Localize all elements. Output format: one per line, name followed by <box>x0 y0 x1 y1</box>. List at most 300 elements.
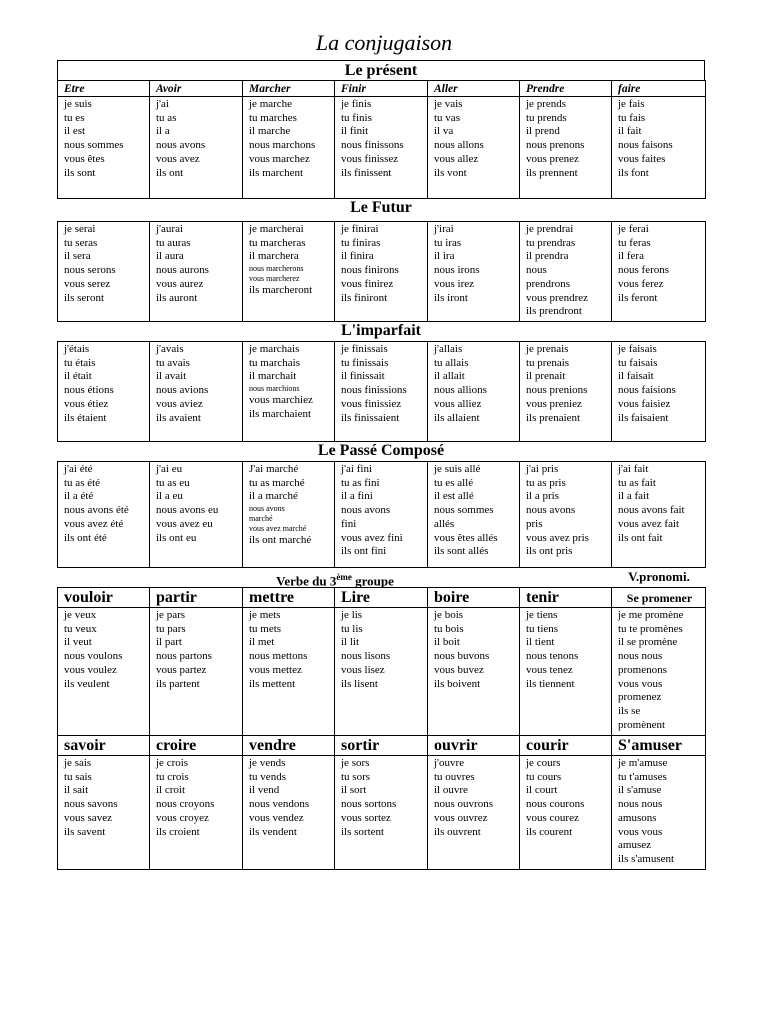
conjugation-line: vous ouvrez <box>434 811 488 824</box>
conjugation-line: ils ont pris <box>526 545 573 558</box>
conjugation-line: tu as <box>156 111 177 124</box>
conjugation-cell <box>428 462 520 568</box>
conjugation-line: il aura <box>156 250 184 263</box>
conjugation-line: vous prenez <box>526 152 579 165</box>
conjugation-line: vous avez fait <box>618 517 680 530</box>
conjugation-line: nous finissions <box>341 384 407 397</box>
conjugation-line: vous marcherez <box>249 274 300 284</box>
conjugation-line: tu auras <box>156 236 191 249</box>
conjugation-line: il est allé <box>434 490 474 503</box>
conjugation-line: tu sors <box>341 770 371 783</box>
conjugation-line: tu allais <box>434 356 469 369</box>
conjugation-line: ils lisent <box>341 677 378 690</box>
conjugation-cell <box>335 462 428 568</box>
conjugation-line: ils vendent <box>249 825 297 838</box>
conjugation-line: vous avez eu <box>156 517 213 530</box>
conjugation-cell <box>335 222 428 322</box>
verb-header: Marcher <box>243 81 335 97</box>
conjugation-line: ils étaient <box>64 411 107 424</box>
conjugation-line: ils seront <box>64 291 105 304</box>
conjugation-line: ils courent <box>526 825 573 838</box>
third-group-bar <box>57 567 705 587</box>
conjugation-line: nous allions <box>434 384 487 397</box>
conjugation-line: il vend <box>249 784 280 797</box>
conjugation-line: nous finirons <box>341 264 399 277</box>
conjugation-line: tu es allé <box>434 476 474 489</box>
conjugation-line: vous vous <box>618 825 663 838</box>
conjugation-line: ils se <box>618 704 641 717</box>
conjugation-line: j'avais <box>156 343 184 355</box>
conjugation-line: nous courons <box>526 798 585 811</box>
conjugation-line: il sera <box>64 250 91 263</box>
conjugation-line: il court <box>526 784 558 797</box>
conjugation-line: tu veux <box>64 622 97 635</box>
conjugation-line: j'étais <box>64 343 90 355</box>
conjugation-line: je pars <box>156 609 186 621</box>
conjugation-cell <box>428 222 520 322</box>
conjugation-line: nous sommes <box>434 504 494 517</box>
conjugation-row <box>58 222 706 322</box>
conjugation-row <box>58 462 706 568</box>
conjugation-line: tu as pris <box>526 476 566 489</box>
verb-header: faire <box>612 81 706 97</box>
conjugation-cell <box>520 462 612 568</box>
conjugation-line: je prendrai <box>526 223 574 235</box>
conjugation-line: nous allons <box>434 139 484 152</box>
conjugation-line: vous avez été <box>64 517 124 530</box>
conjugation-line: tu prends <box>526 111 567 124</box>
conjugation-row <box>58 97 706 199</box>
conjugation-line: tu sais <box>64 770 92 783</box>
conjugation-line: nous prenons <box>526 139 585 152</box>
conjugation-line: ils ont eu <box>156 531 197 544</box>
conjugation-line: il prendra <box>526 250 569 263</box>
conjugation-cell <box>428 756 520 870</box>
conjugation-line: nous sortons <box>341 798 397 811</box>
conjugation-cell <box>243 97 335 199</box>
section-title-imparfait: L'imparfait <box>341 322 421 339</box>
conjugation-line: J'ai marché <box>249 463 299 475</box>
conjugation-line: vous vendez <box>249 811 304 824</box>
conjugation-line: tu ouvres <box>434 770 475 783</box>
conjugation-cell <box>335 608 428 736</box>
conjugation-cell <box>428 342 520 442</box>
conjugation-cell <box>150 342 243 442</box>
conjugation-line: tu lis <box>341 622 363 635</box>
conjugation-line: je bois <box>434 609 464 621</box>
conjugation-line: amusons <box>618 811 657 824</box>
verb-header: mettre <box>243 588 335 608</box>
third-group-title-prefix: Verbe du 3 <box>276 573 337 589</box>
section-title-passe-compose: Le Passé Composé <box>317 442 445 459</box>
conjugation-cell <box>58 222 150 322</box>
conjugation-cell <box>520 342 612 442</box>
conjugation-line: tu tiens <box>526 622 559 635</box>
conjugation-line: vous finissez <box>341 152 399 165</box>
conjugation-line: vous preniez <box>526 397 582 410</box>
conjugation-line: vous buvez <box>434 663 484 676</box>
conjugation-line: tu cours <box>526 770 562 783</box>
conjugation-line: ils s'amusent <box>618 852 675 865</box>
conjugation-line: ils font <box>618 166 649 179</box>
conjugation-cell <box>520 608 612 736</box>
conjugation-line: il marche <box>249 125 291 138</box>
conjugation-line: vous êtes <box>64 152 105 165</box>
conjugation-line: ils avaient <box>156 411 201 424</box>
conjugation-line: j'ai pris <box>526 463 559 475</box>
conjugation-line: il sort <box>341 784 367 797</box>
conjugation-line: vous ferez <box>618 277 664 290</box>
conjugation-line: il croit <box>156 784 186 797</box>
conjugation-line: je serai <box>64 223 96 235</box>
conjugation-line: je marcherai <box>249 223 304 235</box>
conjugation-line: vous tenez <box>526 663 573 676</box>
conjugation-line: je fais <box>618 98 645 110</box>
conjugation-line: vous vous <box>618 677 663 690</box>
conjugation-cell <box>58 342 150 442</box>
conjugation-line: je cours <box>526 757 561 769</box>
conjugation-cell <box>150 222 243 322</box>
conjugation-line: tu vas <box>434 111 460 124</box>
header-row <box>58 81 706 97</box>
conjugation-line: allés <box>434 517 455 530</box>
conjugation-line: vous marchiez <box>249 394 313 407</box>
conjugation-line: tu mets <box>249 622 282 635</box>
conjugation-line: nous sommes <box>64 139 124 152</box>
conjugation-cell <box>428 608 520 736</box>
conjugation-line: tu t'amuses <box>618 770 667 783</box>
conjugation-line: nous avons été <box>64 504 129 517</box>
conjugation-line: j'ai eu <box>156 463 183 475</box>
conjugation-line: vous faites <box>618 152 666 165</box>
conjugation-line: tu finis <box>341 111 372 124</box>
conjugation-row <box>58 342 706 442</box>
conjugation-line: il a fini <box>341 490 373 503</box>
conjugation-line: tu faisais <box>618 356 658 369</box>
conjugation-line: ils finiront <box>341 291 388 304</box>
document-title: La conjugaison <box>315 30 453 55</box>
conjugation-line: j'ai fini <box>341 463 373 475</box>
conjugation-line: il a fait <box>618 490 650 503</box>
conjugation-line: je ferai <box>618 223 649 235</box>
verb-header: tenir <box>520 588 612 608</box>
conjugation-line: nous lisons <box>341 650 391 663</box>
conjugation-line: ils croient <box>156 825 200 838</box>
conjugation-line: tu as fait <box>618 476 656 489</box>
conjugation-line: je finirai <box>341 223 379 235</box>
section-title-futur: Le Futur <box>350 199 412 216</box>
conjugation-line: prendrons <box>526 277 570 290</box>
conjugation-line: tu as eu <box>156 476 190 489</box>
conjugation-line: je marche <box>249 98 293 110</box>
conjugation-line: tu iras <box>434 236 462 249</box>
conjugation-line: ils mettent <box>249 677 296 690</box>
conjugation-cell <box>243 342 335 442</box>
conjugation-line: marché <box>249 514 273 524</box>
verb-header: savoir <box>58 736 150 756</box>
conjugation-cell <box>243 756 335 870</box>
conjugation-line: je suis <box>64 98 92 110</box>
conjugation-cell <box>520 222 612 322</box>
conjugation-line: nous avions <box>156 384 209 397</box>
conjugation-line: j'ai fait <box>618 463 649 475</box>
conjugation-line: promenez <box>618 691 662 704</box>
conjugation-line: nous croyons <box>156 798 215 811</box>
table-futur <box>57 221 706 322</box>
conjugation-line: ils sont allés <box>434 545 489 558</box>
table-imparfait <box>57 341 706 442</box>
table-present <box>57 80 706 199</box>
conjugation-line: je lis <box>341 609 363 621</box>
conjugation-line: ils ont marché <box>249 534 312 547</box>
conjugation-line: tu prenais <box>526 356 570 369</box>
conjugation-line: il fera <box>618 250 644 263</box>
conjugation-line: j'ai été <box>64 463 93 475</box>
verb-header: Avoir <box>150 81 243 97</box>
conjugation-cell <box>612 756 706 870</box>
conjugation-cell <box>612 222 706 322</box>
conjugation-line: j'allais <box>434 343 463 355</box>
conjugation-line: tu marchais <box>249 356 301 369</box>
conjugation-line: il a eu <box>156 490 183 503</box>
conjugation-line: il tient <box>526 636 555 649</box>
conjugation-line: vous aurez <box>156 277 204 290</box>
conjugation-line: ils ouvrent <box>434 825 481 838</box>
conjugation-line: tu prendras <box>526 236 576 249</box>
conjugation-cell <box>150 97 243 199</box>
conjugation-line: tu seras <box>64 236 98 249</box>
conjugation-line: tu étais <box>64 356 96 369</box>
conjugation-line: fini <box>341 517 357 530</box>
conjugation-line: tu te promènes <box>618 622 683 635</box>
conjugation-line: je m'amuse <box>618 757 668 769</box>
conjugation-cell <box>335 97 428 199</box>
conjugation-line: nous partons <box>156 650 212 663</box>
conjugation-line: ils savent <box>64 825 106 838</box>
conjugation-line: je sors <box>341 757 370 769</box>
table-passe-compose <box>57 461 706 568</box>
conjugation-line: nous avons <box>526 504 576 517</box>
conjugation-line: je veux <box>64 609 97 621</box>
conjugation-line: il faisait <box>618 370 654 383</box>
conjugation-line: il avait <box>156 370 187 383</box>
conjugation-line: il boit <box>434 636 460 649</box>
conjugation-line: il va <box>434 125 454 138</box>
conjugation-line: tu fais <box>618 111 646 124</box>
conjugation-line: ils prennent <box>526 166 578 179</box>
conjugation-line: je vends <box>249 757 286 769</box>
conjugation-line: vous prendrez <box>526 291 589 304</box>
conjugation-cell <box>58 756 150 870</box>
conjugation-cell <box>243 608 335 736</box>
conjugation-line: nous faisons <box>618 139 673 152</box>
conjugation-cell <box>243 222 335 322</box>
conjugation-line: pris <box>526 517 543 530</box>
verb-header: Prendre <box>520 81 612 97</box>
pronominal-label: V.pronomi. <box>628 569 690 584</box>
conjugation-line: tu pars <box>156 622 186 635</box>
conjugation-line: ils auront <box>156 291 198 304</box>
conjugation-line: nous <box>526 264 547 277</box>
conjugation-line: ils finissaient <box>341 411 400 424</box>
conjugation-line: nous serons <box>64 264 116 277</box>
conjugation-line: vous irez <box>434 277 475 290</box>
conjugation-line: il allait <box>434 370 465 383</box>
conjugation-line: je me promène <box>618 609 684 621</box>
conjugation-line: vous alliez <box>434 397 482 410</box>
verb-header: courir <box>520 736 612 756</box>
conjugation-line: ils feront <box>618 291 658 304</box>
conjugation-line: je marchais <box>249 343 300 355</box>
conjugation-line: amusez <box>618 839 651 852</box>
conjugation-line: vous faisiez <box>618 397 671 410</box>
conjugation-line: je sais <box>64 757 92 769</box>
conjugation-line: tu marches <box>249 111 297 124</box>
conjugation-line: j'ouvre <box>434 757 465 769</box>
conjugation-line: nous avons fait <box>618 504 685 517</box>
conjugation-line: je prends <box>526 98 567 110</box>
conjugation-line: nous voulons <box>64 650 123 663</box>
conjugation-cell <box>58 462 150 568</box>
conjugation-line: il a marché <box>249 490 298 503</box>
conjugation-line: vous croyez <box>156 811 209 824</box>
conjugation-line: ils tiennent <box>526 677 575 690</box>
conjugation-cell <box>150 756 243 870</box>
conjugation-cell <box>520 756 612 870</box>
header-row <box>58 588 706 608</box>
table-third-group-1 <box>57 587 706 870</box>
conjugation-cell <box>58 608 150 736</box>
verb-header: boire <box>428 588 520 608</box>
conjugation-line: tu es <box>64 111 85 124</box>
conjugation-line: nous étions <box>64 384 114 397</box>
conjugation-cell <box>612 342 706 442</box>
conjugation-line: il a pris <box>526 490 559 503</box>
conjugation-line: vous marchez <box>249 152 310 165</box>
conjugation-line: ils marcheront <box>249 284 313 297</box>
conjugation-line: tu feras <box>618 236 651 249</box>
conjugation-line: nous ouvrons <box>434 798 493 811</box>
conjugation-cell <box>520 97 612 199</box>
conjugation-line: nous nous <box>618 798 663 811</box>
conjugation-line: j'aurai <box>156 223 184 235</box>
verb-header: sortir <box>335 736 428 756</box>
conjugation-line: vous finissiez <box>341 397 402 410</box>
conjugation-line: nous finissons <box>341 139 404 152</box>
conjugation-line: nous vendons <box>249 798 310 811</box>
conjugation-line: il prenait <box>526 370 566 383</box>
conjugation-line: vous aviez <box>156 397 203 410</box>
conjugation-line: il finit <box>341 125 369 138</box>
conjugation-line: tu finiras <box>341 236 381 249</box>
conjugation-line: vous serez <box>64 277 111 290</box>
verb-header: vouloir <box>58 588 150 608</box>
conjugation-line: je suis allé <box>434 463 481 475</box>
section-title-present: Le présent <box>57 60 705 80</box>
header-row <box>58 736 706 756</box>
conjugation-line: ils iront <box>434 291 468 304</box>
conjugation-line: il sait <box>64 784 89 797</box>
conjugation-line: nous marchions <box>249 384 300 394</box>
conjugation-line: vous avez pris <box>526 531 589 544</box>
conjugation-line: je tiens <box>526 609 558 621</box>
conjugation-cell <box>150 462 243 568</box>
conjugation-line: nous avons eu <box>156 504 219 517</box>
conjugation-line: tu avais <box>156 356 190 369</box>
third-group-title-sup: ème <box>336 572 352 582</box>
conjugation-line: il veut <box>64 636 92 649</box>
conjugation-cell <box>612 97 706 199</box>
conjugation-line: je crois <box>156 757 189 769</box>
conjugation-line: je finissais <box>341 343 388 355</box>
verb-header: vendre <box>243 736 335 756</box>
conjugation-line: je vais <box>434 98 463 110</box>
conjugation-line: il lit <box>341 636 360 649</box>
conjugation-line: il marchera <box>249 250 299 263</box>
conjugation-line: ils boivent <box>434 677 481 690</box>
conjugation-line: ils sont <box>64 166 96 179</box>
conjugation-line: tu finissais <box>341 356 389 369</box>
conjugation-line: nous marcherons <box>249 264 304 274</box>
conjugation-line: ils allaient <box>434 411 480 424</box>
conjugation-line: nous tenons <box>526 650 579 663</box>
conjugation-line: ils faisaient <box>618 411 669 424</box>
conjugation-line: ils ont fait <box>618 531 663 544</box>
conjugation-line: vous avez <box>156 152 200 165</box>
conjugation-line: ils vont <box>434 166 467 179</box>
conjugation-line: nous mettons <box>249 650 308 663</box>
verb-header: Lire <box>335 588 428 608</box>
conjugation-line: ils ont fini <box>341 545 387 558</box>
conjugation-line: nous buvons <box>434 650 490 663</box>
conjugation-line: ils prenaient <box>526 411 581 424</box>
conjugation-cell <box>58 97 150 199</box>
conjugation-row <box>58 608 706 736</box>
conjugation-line: vous avez fini <box>341 531 403 544</box>
conjugation-line: il a été <box>64 490 94 503</box>
verb-header: Etre <box>58 81 150 97</box>
conjugation-line: vous étiez <box>64 397 109 410</box>
conjugation-line: tu vends <box>249 770 286 783</box>
conjugation-line: nous prenions <box>526 384 588 397</box>
conjugation-line: tu as fini <box>341 476 380 489</box>
conjugation-cell <box>612 462 706 568</box>
conjugation-line: il prend <box>526 125 560 138</box>
conjugation-line: il fait <box>618 125 642 138</box>
conjugation-line: tu as marché <box>249 476 305 489</box>
conjugation-row <box>58 756 706 870</box>
conjugation-line: il s'amuse <box>618 784 662 797</box>
conjugation-line: tu marcheras <box>249 236 306 249</box>
conjugation-line: il est <box>64 125 86 138</box>
conjugation-line: ils partent <box>156 677 200 690</box>
conjugation-line: vous avez marché <box>249 524 307 534</box>
conjugation-line: vous allez <box>434 152 479 165</box>
conjugation-line: j'ai <box>156 98 169 110</box>
conjugation-line: je mets <box>249 609 281 621</box>
conjugation-line: il se promène <box>618 636 678 649</box>
conjugation-line: il finissait <box>341 370 385 383</box>
conjugation-line: il ouvre <box>434 784 468 797</box>
conjugation-line: promènent <box>618 718 666 731</box>
conjugation-line: ils sortent <box>341 825 385 838</box>
verb-header: Aller <box>428 81 520 97</box>
conjugation-line: vous savez <box>64 811 112 824</box>
conjugation-line: vous mettez <box>249 663 302 676</box>
conjugation-line: ils veulent <box>64 677 110 690</box>
conjugation-line: ils prendront <box>526 305 582 318</box>
conjugation-line: tu bois <box>434 622 464 635</box>
